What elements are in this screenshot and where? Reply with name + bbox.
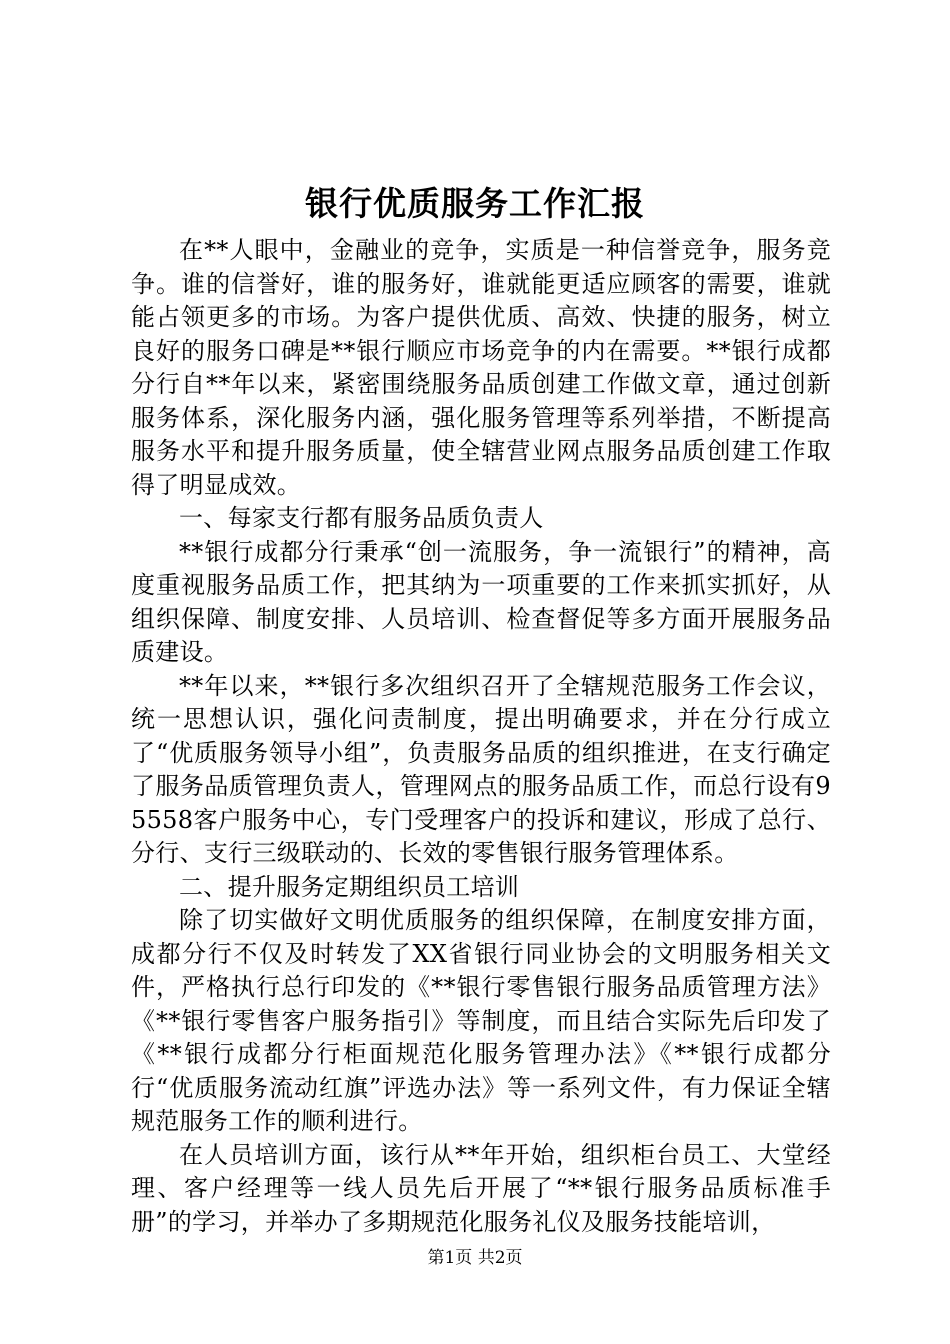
page-number-footer: 第1页 共2页 <box>427 1248 523 1268</box>
paragraph-section1-b: **年以来，**银行多次组织召开了全辖规范服务工作会议，统一思想认识，强化问责制度，提出明确要求，并在分行成立了“优质服务领导小组”，负责服务品质的组织推进，在支行确定了服务品质管理负责人，管理网点的服务品质工作，而总行设有95558客户服务中心，专门受理客户的投诉和建议，形成了总行、分行、支行三级联动的、长效的零售银行服务管理体系。 <box>131 671 831 867</box>
paragraph-intro: 在**人眼中，金融业的竞争，实质是一种信誉竞争，服务竞争。谁的信誉好，谁的服务好，谁就能更适应顾客的需要，谁就能占领更多的市场。为客户提供优质、高效、快捷的服务，树立良好的服务口碑是**银行顺应市场竞争的内在需要。**银行成都分行自**年以来，紧密围绕服务品质创建工作做文章，通过创新服务体系，深化服务内涵，强化服务管理等系列举措，不断提高服务水平和提升服务质量，使全辖营业网点服务品质创建工作取得了明显成效。 <box>131 236 831 499</box>
paragraph-section1-a: **银行成都分行秉承“创一流服务，争一流银行”的精神，高度重视服务品质工作，把其纳为一项重要的工作来抓实抓好，从组织保障、制度安排、人员培训、检查督促等多方面开展服务品质建设。 <box>131 537 831 666</box>
paragraph-section2-b: 在人员培训方面，该行从**年开始，组织柜台员工、大堂经理、客户经理等一线人员先后开展了“**银行服务品质标准手册”的学习，并举办了多期规范化服务礼仪及服务技能培训， <box>131 1140 831 1236</box>
document-body <box>131 234 831 1239</box>
section-heading-2: 二、提升服务定期组织员工培训 <box>179 872 520 901</box>
paragraph-section2-a: 除了切实做好文明优质服务的组织保障，在制度安排方面，成都分行不仅及时转发了XX省银行同业协会的文明服务相关文件，严格执行总行印发的《**银行零售银行服务品质管理方法》《**银行零售客户服务指引》等制度，而且结合实际先后印发了《**银行成都分行柜面规范化服务管理办法》《**银行成都分行“优质服务流动红旗”评选办法》等一系列文件，有力保证全辖规范服务工作的顺利进行。 <box>131 906 831 1135</box>
document-title: 银行优质服务工作汇报 <box>305 184 645 223</box>
section-heading-1: 一、每家支行都有服务品质负责人 <box>179 504 544 532</box>
